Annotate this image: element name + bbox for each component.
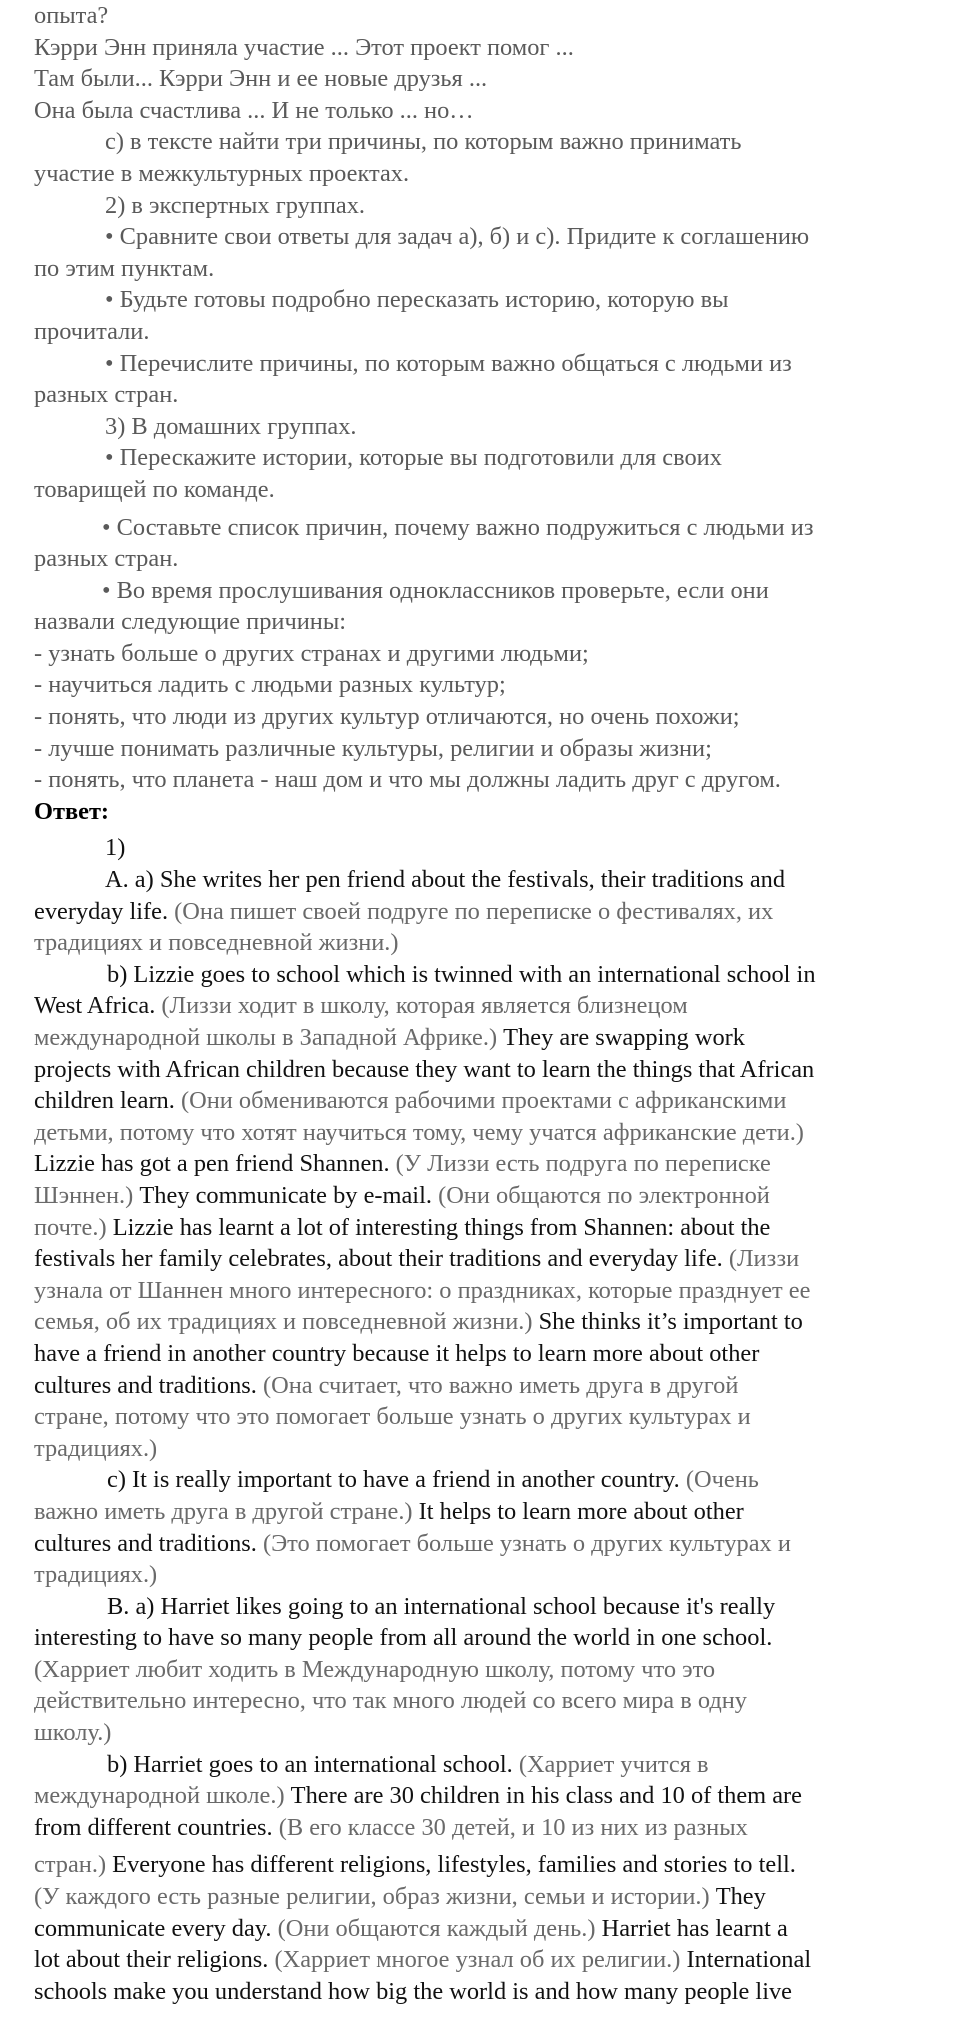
answer-c-line (34, 1496, 934, 1528)
answer-b-line: b) Lizzie goes to school which is twinned with an international school in (107, 960, 816, 988)
answer-bb-line (34, 1849, 934, 1881)
russian-text: (Харриет многое узнал об их религии.) (268, 1946, 681, 1974)
english-text: cultures and traditions. (34, 1371, 257, 1399)
russian-text: международной школе.) (34, 1782, 285, 1810)
english-text: They communicate by e-mail. (133, 1181, 432, 1209)
answer-b-line (34, 1243, 934, 1275)
english-text: She thinks it’s important to (532, 1308, 803, 1336)
answer-bb-line (34, 1780, 934, 1812)
answer-bb-line (34, 1944, 934, 1976)
reason-item: - лучше понимать различные культуры, религии и образы жизни; (34, 734, 712, 762)
reason-item: - научиться ладить с людьми разных культур; (34, 671, 506, 699)
answer-a-line: традициях и повседневной жизни.) (34, 929, 399, 957)
english-text: c) It is really important to have a friend in another country. (107, 1466, 680, 1494)
bullet-line: по этим пунктам. (34, 254, 215, 282)
bullet-line: • Перечислите причины, по которым важно общаться с людьми из (105, 349, 792, 377)
answer-b-line (34, 1306, 934, 1338)
russian-text: (Она считает, что важно иметь друга в другой (256, 1371, 739, 1399)
russian-text: (У Лиззи есть подруга по переписке (389, 1150, 771, 1178)
english-text: b) Harriet goes to an international school. (107, 1750, 513, 1778)
russian-text: (Они обмениваются рабочими проектами с африканскими (174, 1087, 787, 1115)
english-text: communicate every day. (34, 1914, 272, 1942)
task-c-line: с) в тексте найти три причины, по которым важно принимать (105, 128, 742, 156)
bullet-line: товарищей по команде. (34, 475, 275, 503)
answer-ba-line: (Харриет любит ходить в Международную школу, потому что это (34, 1655, 716, 1683)
reason-item: - узнать больше о других странах и другими людьми; (34, 639, 589, 667)
russian-text: важно иметь друга в другой стране.) (34, 1497, 413, 1525)
english-text: Lizzie has learnt a lot of interesting things from Shannen: about the (106, 1213, 771, 1241)
russian-text: (У каждого есть разные религии, образ жизни, семьи и истории.) (34, 1883, 710, 1911)
bullet-line: разных стран. (34, 381, 179, 409)
english-text: They are swapping work (497, 1024, 745, 1051)
document-page (34, 0, 934, 2007)
task-c-line: участие в межкультурных проектах. (34, 159, 410, 187)
english-text: cultures and traditions. (34, 1529, 257, 1557)
answer-b-line (34, 1022, 934, 1054)
answer-b-line (34, 990, 934, 1022)
expert-groups-heading: 2) в экспертных группах. (105, 191, 366, 219)
english-text: everyday life. (34, 897, 169, 925)
english-text: Lizzie has got a pen friend Shannen. (34, 1150, 390, 1178)
answer-a-line (34, 896, 934, 928)
russian-text: международной школы в Западной Африке.) (34, 1024, 498, 1051)
english-text: West Africa. (34, 992, 156, 1020)
home-groups-heading: 3) В домашних группах. (105, 412, 357, 440)
answer-bb-line: schools make you understand how big the world is and how many people live (34, 1977, 793, 2005)
answer-c-line (34, 1464, 934, 1496)
russian-text: стран.) (34, 1851, 107, 1879)
answer-b-line: projects with African children because they want to learn the things that African (34, 1055, 815, 1083)
english-text: lot about their religions. (34, 1946, 269, 1974)
answer-ba-line: interesting to have so many people from all around the world in one school. (34, 1624, 773, 1652)
english-text: They (709, 1883, 766, 1911)
answer-b-line: have a friend in another country because it helps to learn more about other (34, 1339, 760, 1367)
answer-b-line (34, 1180, 934, 1212)
english-text: from different countries. (34, 1813, 273, 1841)
russian-text: (Лиззи (722, 1245, 800, 1273)
russian-text: (Лиззи ходит в школу, которая является близнецом (155, 992, 688, 1020)
answer-bb-line (34, 1913, 934, 1945)
text-line: Она была счастлива ... И не только ... но… (34, 96, 474, 124)
answer-b-line (34, 1370, 934, 1402)
bullet-line: • Будьте готовы подробно пересказать историю, которую вы (105, 286, 729, 314)
answer-b-line: узнала от Шаннен много интересного: о праздниках, которые празднует ее (34, 1276, 811, 1304)
russian-text: (Это помогает больше узнать о других культурах и (256, 1529, 791, 1557)
answer-a-line: A. a) She writes her pen friend about the festivals, their traditions and (105, 866, 786, 894)
russian-text: (Очень (679, 1466, 759, 1494)
answer-b-line: детьми, потому что хотят научиться тому, чему учатся африканские дети.) (34, 1118, 804, 1146)
russian-text: (В его классе 30 детей, и 10 из них из разных (272, 1813, 748, 1841)
russian-text: (Они общаются каждый день.) (271, 1914, 596, 1942)
english-text: There are 30 children in his class and 10 of them are (284, 1782, 803, 1810)
english-text: International (680, 1946, 812, 1974)
russian-text: (Она пишет своей подруге по переписке о фестивалях, их (168, 897, 774, 925)
answer-b-line (34, 1085, 934, 1117)
english-text: Harriet has learnt a (595, 1914, 788, 1942)
answer-b-line (34, 1212, 934, 1244)
answer-bb-line (34, 1881, 934, 1913)
answer-b-line: стране, потому что это помогает больше узнать о других культурах и (34, 1403, 751, 1431)
russian-text: почте.) (34, 1213, 107, 1241)
reason-item: - понять, что люди из других культур отличаются, но очень похожи; (34, 703, 740, 731)
english-text: children learn. (34, 1087, 175, 1115)
bullet-line: прочитали. (34, 317, 150, 345)
bullet-line: • Составьте список причин, почему важно подружиться с людьми из (102, 513, 814, 541)
text-line: Там были... Кэрри Энн и ее новые друзья ... (34, 65, 488, 93)
bullet-line: разных стран. (34, 545, 179, 573)
bullet-line: • Сравните свои ответы для задач а), б) и с). Придите к соглашению (105, 223, 810, 251)
answer-c-line: традициях.) (34, 1561, 158, 1589)
answer-c-line (34, 1528, 934, 1560)
reason-item: - понять, что планета - наш дом и что мы должны ладить друг с другом. (34, 766, 781, 794)
russian-text: семья, об их традициях и повседневной жизни.) (34, 1308, 533, 1336)
english-text: Everyone has different religions, lifestyles, families and stories to tell. (106, 1851, 796, 1879)
bullet-line: • Во время прослушивания одноклассников проверьте, если они (102, 576, 769, 604)
answer-ba-line: B. a) Harriet likes going to an international school because it's really (107, 1592, 776, 1620)
russian-text: (Они общаются по электронной (431, 1181, 770, 1209)
answer-number: 1) (105, 834, 126, 862)
answer-bb-line (34, 1749, 934, 1781)
text-line: Кэрри Энн приняла участие ... Этот проект помог ... (34, 33, 574, 61)
answer-b-line (34, 1148, 934, 1180)
bullet-line: назвали следующие причины: (34, 608, 346, 636)
text-line: опыта? (34, 2, 109, 29)
russian-text: (Харриет учится в (512, 1750, 709, 1778)
bullet-line: • Перескажите истории, которые вы подготовили для своих (105, 444, 722, 472)
answer-ba-line: школу.) (34, 1719, 112, 1747)
answer-b-line: традициях.) (34, 1434, 158, 1462)
answer-ba-line: действительно интересно, что так много людей со всего мира в одну (34, 1687, 747, 1715)
english-text: It helps to learn more about other (412, 1497, 744, 1525)
answer-heading: Ответ: (34, 797, 110, 825)
english-text: festivals her family celebrates, about their traditions and everyday life. (34, 1245, 723, 1273)
russian-text: Шэннен.) (34, 1181, 134, 1209)
answer-bb-line (34, 1812, 934, 1844)
